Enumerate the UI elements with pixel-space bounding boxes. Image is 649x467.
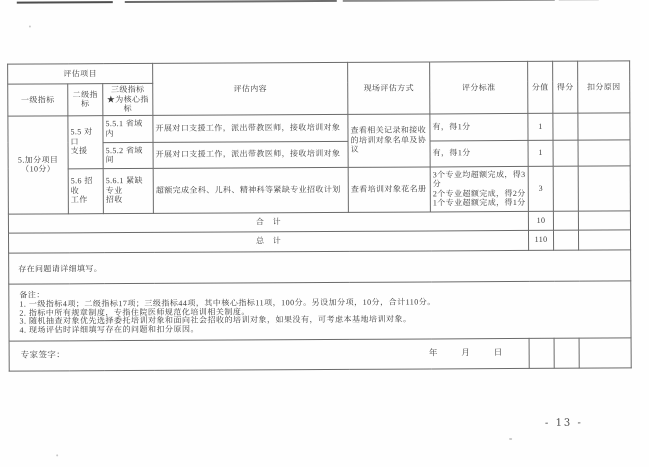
- remarks-title: 备注：: [19, 288, 624, 300]
- problem-row: [9, 249, 631, 283]
- cell-content-551: 开展对口支援工作，派出带教医师，接收培训对象: [153, 114, 348, 142]
- signature-reason-cell: [579, 337, 631, 367]
- cell-standard-561: 3个专业均超额完成，得3分 2个专业超额完成，得2分 1个专业超额完成，得1分: [430, 166, 528, 212]
- header-level1: 一级指标: [8, 84, 68, 116]
- subtotal-value: 10: [528, 211, 553, 230]
- scan-speck: [509, 438, 512, 440]
- remarks-line-1: 1. 一级指标4项；二级指标17项；三级指标44项，其中核心指标11项，100分。另设加分项，10分，合计110分。: [19, 297, 624, 309]
- header-level2: 二级指标: [68, 84, 103, 116]
- table-row: [8, 112, 630, 142]
- problem-hint: 存在问题请详细填写。: [9, 249, 631, 283]
- signature-cell: [9, 338, 529, 371]
- subtotal-label: 合 计: [8, 211, 528, 233]
- header-level3: 三级指标 ★为核心指标: [103, 83, 153, 115]
- cell-got-552: [553, 140, 578, 166]
- expert-signature-label: 专家签字：: [21, 351, 66, 361]
- scan-edge-artifact: [125, 0, 337, 3]
- signature-row: [9, 337, 631, 370]
- signature-score-cell: [529, 338, 554, 368]
- total-value: 110: [529, 230, 554, 250]
- cell-level3-551: 5.5.1 省域内: [103, 115, 153, 142]
- scan-edge-artifact: [343, 0, 555, 1]
- subtotal-got: [553, 211, 578, 230]
- cell-level2-56: 5.6 招收 工作: [68, 168, 103, 213]
- cell-score-561: 3: [528, 166, 553, 211]
- header-content: 评估内容: [153, 62, 348, 115]
- remarks-line-4: 4. 现场评估时详细填写存在的问题和扣分原因。: [19, 324, 624, 336]
- table-row: [8, 165, 630, 213]
- remarks-row: [9, 280, 631, 340]
- date-year-label: 年: [429, 349, 438, 359]
- header-deduction-reason: 扣分原因: [578, 61, 630, 113]
- remarks-block: [9, 280, 631, 340]
- evaluation-table: [7, 60, 632, 371]
- page-number: - 13 -: [545, 418, 583, 429]
- total-label: 总 计: [8, 230, 528, 253]
- header-score-got: 得分: [553, 61, 578, 113]
- cell-score-552: 1: [528, 140, 553, 166]
- cell-reason-551: [578, 112, 630, 139]
- remarks-line-2: 2. 指标中所有规章制度，专指住院医师规范化培训相关制度。: [19, 306, 624, 318]
- total-reason: [579, 229, 631, 249]
- cell-standard-552: 有，得1分: [430, 140, 528, 167]
- date-day-label: 日: [494, 348, 503, 358]
- cell-got-561: [553, 166, 578, 211]
- cell-level3-561: 5.6.1 紧缺专业 招收: [103, 168, 153, 213]
- cell-got-551: [553, 113, 578, 140]
- header-row-1: [8, 61, 630, 84]
- total-got: [554, 230, 579, 250]
- signature-got-cell: [554, 338, 579, 368]
- cell-method-55: 查看相关记录和接收的培训对象名单及协议: [348, 113, 430, 166]
- date-month-label: 月: [461, 348, 470, 358]
- cell-level2-55: 5.5 对口 支援: [68, 115, 103, 168]
- scan-edge-artifact: [17, 1, 113, 4]
- subtotal-reason: [578, 210, 630, 229]
- header-score-value: 分值: [528, 61, 553, 113]
- cell-reason-561: [578, 165, 630, 210]
- header-method: 现场评估方式: [348, 62, 430, 114]
- cell-content-561: 超额完成全科、儿科、精神科等紧缺专业招收计划: [153, 167, 348, 213]
- cell-level3-552: 5.5.2 省域间: [103, 142, 153, 168]
- cell-method-561: 查看培训对象花名册: [348, 166, 430, 211]
- remarks-line-3: 3. 随机抽查对象优先选择委托培训对象和面向社会招收的培训对象，如果没有，可考虑本基地培训对象。: [19, 315, 624, 327]
- cell-level1-bonus: 5.加分项目 （10分）: [8, 115, 69, 213]
- signature-date: [429, 348, 503, 358]
- cell-standard-551: 有，得1分: [430, 113, 528, 141]
- scan-speck: [56, 454, 58, 456]
- header-standard: 评分标准: [430, 61, 528, 113]
- scan-speck: [29, 26, 31, 28]
- cell-content-552: 开展对口支援工作，派出带教医师，接收培训对象: [153, 141, 348, 168]
- cell-score-551: 1: [528, 113, 553, 140]
- header-eval-project: 评估项目: [8, 63, 153, 84]
- cell-reason-552: [578, 139, 630, 165]
